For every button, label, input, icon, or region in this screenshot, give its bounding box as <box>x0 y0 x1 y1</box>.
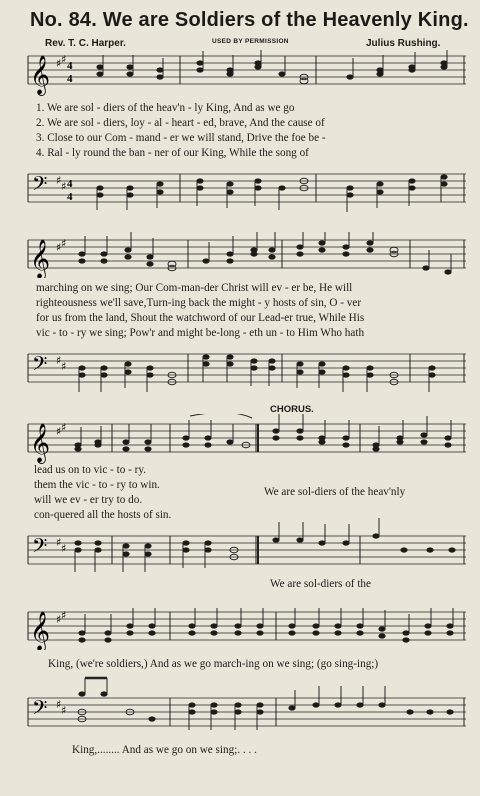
chorus-lower-line: King,........ And as we go on we sing;. . . . <box>72 744 257 756</box>
svg-text:♯: ♯ <box>61 542 67 555</box>
svg-text:♯: ♯ <box>61 704 67 717</box>
svg-text:♯: ♯ <box>56 536 62 549</box>
permission-note: USED BY PERMISSION <box>212 38 289 45</box>
verse-1-line: 1. We are sol - diers of the heav'n - ly King, And as we go <box>36 102 295 114</box>
verse-2-line: 2. We are sol - diers, loy - al - heart - ed, brave, And the cause of <box>36 117 325 129</box>
svg-text:♯: ♯ <box>61 53 67 66</box>
svg-text:𝄞: 𝄞 <box>30 423 51 463</box>
music-system-2 <box>20 232 466 400</box>
chorus-lower-line: We are sol-diers of the <box>270 578 371 590</box>
svg-text:♯: ♯ <box>61 360 67 373</box>
bass-staff-2 <box>20 342 466 398</box>
svg-text:4: 4 <box>67 73 73 85</box>
verse-4-line: con-quered all the hosts of sin. <box>34 509 172 521</box>
chorus-upper-line: We are sol-diers of the heav'nly <box>264 486 406 498</box>
verse-3-line: for us from the land, Shout the watchword of our Lead-er true, While His <box>36 312 365 324</box>
bass-staff-1 <box>20 162 466 218</box>
verse-2-line: them the vic - to - ry to win. <box>34 479 160 491</box>
svg-text:♯: ♯ <box>56 613 62 626</box>
svg-text:4: 4 <box>67 178 73 190</box>
treble-clef-icon: 𝄞 <box>30 55 51 95</box>
bass-clef-icon: 𝄢 <box>32 172 48 200</box>
chorus-upper-line: King, (we're soldiers,) And as we go march-ing on we sing; (go sing-ing;) <box>48 658 379 670</box>
bass-staff-4 <box>20 676 466 742</box>
verse-1-line: lead us on to vic - to - ry. <box>34 464 147 476</box>
hymn-title: No. 84. We are Soldiers of the Heavenly King. <box>30 9 469 31</box>
treble-staff-2 <box>20 232 466 278</box>
composer-credit: Julius Rushing. <box>366 38 441 49</box>
svg-text:♯: ♯ <box>56 425 62 438</box>
verse-3-line: 3. Close to our Com - mand - er we will stand, Drive the foe be - <box>36 132 326 144</box>
verse-3-line: will we ev - er try to do. <box>34 494 143 506</box>
svg-text:4: 4 <box>67 60 73 72</box>
treble-staff-4 <box>20 604 466 650</box>
author-credit: Rev. T. C. Harper. <box>45 38 126 49</box>
svg-text:𝄢: 𝄢 <box>32 352 48 380</box>
svg-text:♯: ♯ <box>56 698 62 711</box>
svg-text:♯: ♯ <box>61 421 67 434</box>
svg-text:𝄢: 𝄢 <box>32 696 48 724</box>
svg-text:♯: ♯ <box>61 609 67 622</box>
svg-text:♯: ♯ <box>61 180 67 193</box>
verse-4-line: 4. Ral - ly round the ban - ner of our King, While the song of <box>36 147 309 159</box>
verse-2-line: righteousness we'll save,Turn-ing back the might - y hosts of sin, O - ver <box>36 297 362 309</box>
svg-text:♯: ♯ <box>61 237 67 250</box>
sharp-icon: ♯ <box>56 57 62 70</box>
svg-text:𝄢: 𝄢 <box>32 534 48 562</box>
svg-text:♯: ♯ <box>56 354 62 367</box>
music-system-1 <box>20 50 466 220</box>
treble-staff-3 <box>20 414 466 464</box>
svg-text:𝄞: 𝄞 <box>30 611 51 650</box>
bass-staff-3 <box>20 518 466 578</box>
svg-text:4: 4 <box>67 191 73 203</box>
verse-1-line: marching on we sing; Our Com-man-der Christ will ev - er be, He will <box>36 282 353 294</box>
svg-text:𝄞: 𝄞 <box>30 239 51 278</box>
treble-staff-1 <box>20 50 466 100</box>
svg-text:♯: ♯ <box>56 241 62 254</box>
chorus-label: CHORUS. <box>270 404 314 415</box>
music-system-4 <box>20 604 466 792</box>
verse-4-line: vic - to - ry we sing; Pow'r and might be-long - eth un - to Him Who hath <box>36 327 365 339</box>
svg-text:♯: ♯ <box>56 174 62 187</box>
music-system-3 <box>20 402 466 598</box>
